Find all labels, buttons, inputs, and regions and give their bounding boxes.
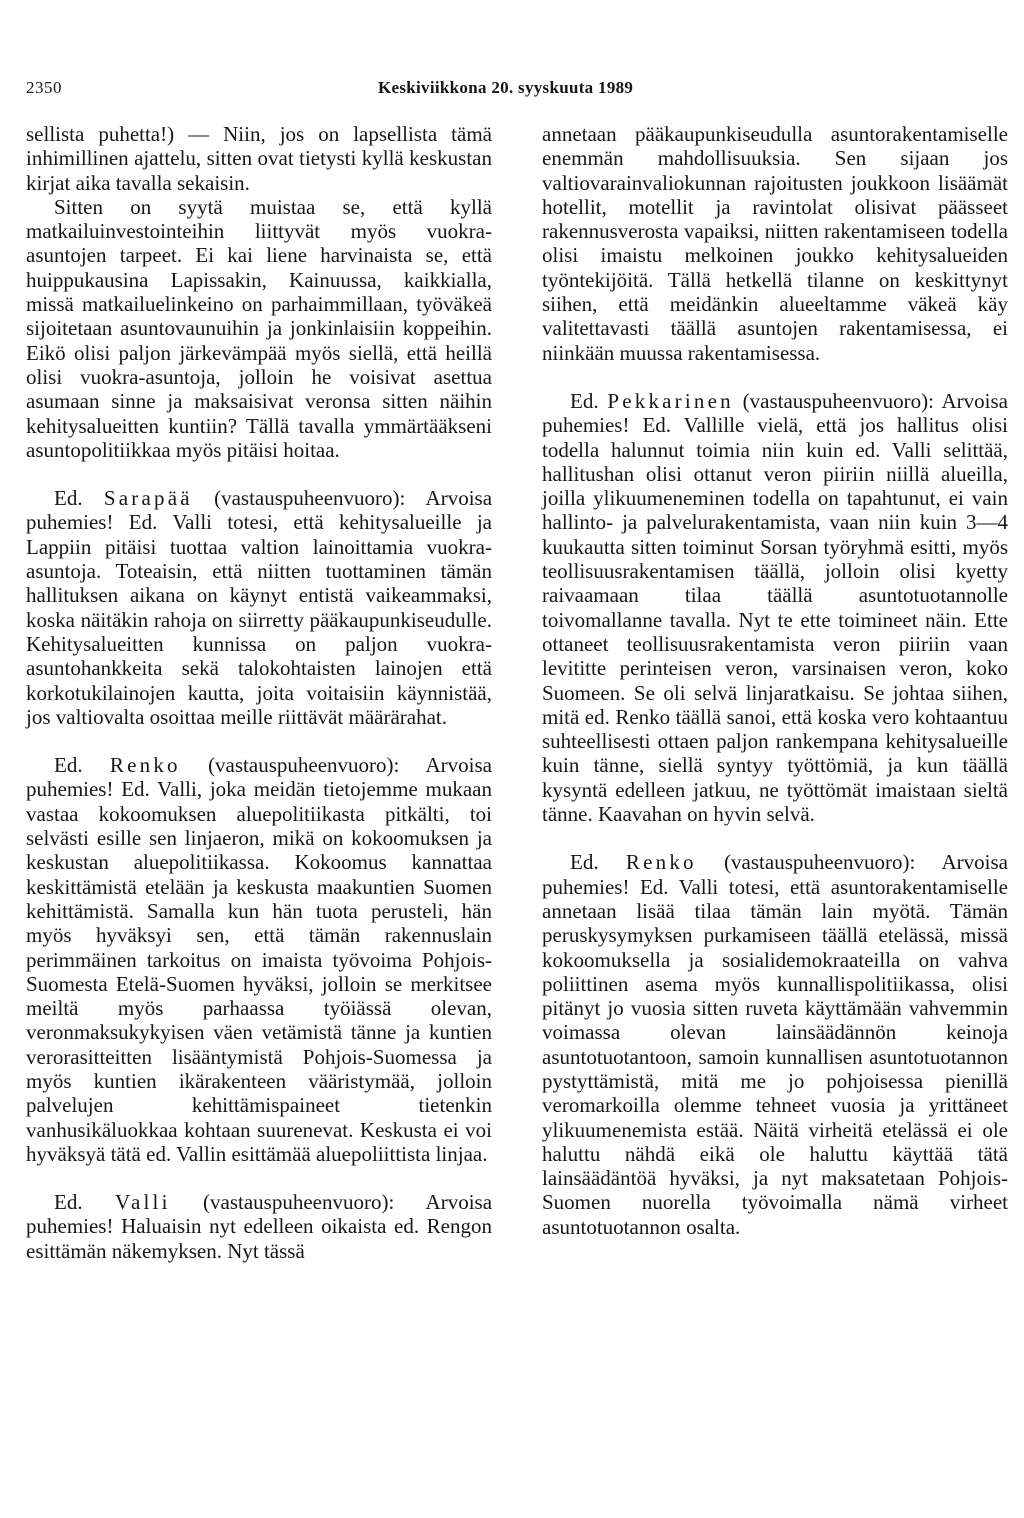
right-column (542, 122, 1008, 1239)
speech-text: (vastauspuheenvuoro): Arvoisa puhemies! Ed. Valli totesi, että asuntorakentamiselle annetaan lisää tilaa tämän lain myötä. Tämän peruskysymyksen purkamiseen täällä etelässä, missä kokoomuksella ja sosialidemokraateilla on vahva poliittinen asema myös kunnallispolitiikassa, olisi pitänyt jo vuosia sitten ruveta käyttämään vahvemmin voimassa olevan lainsäädännön keinoja asuntotuotantoon, samoin kunnallisen asuntotuotannon pystyttämistä, mitä me jo pohjoisessa pienillä veromarkoilla olemme tehneet vuosia ja yrittäneet ylikuumenemista estää. Näitä virheitä etelässä ei ole haluttu nähdä eikä ole haluttu käyttää tätä lainsäädäntöä hyväksi, ja nyt maksatetaan Pohjois-Suomen nuorella työvoimalla nämä virheet asuntotuotannon osalta. (542, 850, 1008, 1239)
speaker-prefix: Ed. (54, 753, 83, 778)
speech-renko (542, 850, 1008, 1239)
speech-text: (vastauspuheenvuoro): Arvoisa puhemies! Ed. Vallille vielä, että jos hallitus olisi todella halunnut toimia niin kuin ed. Valli selittää, hallitushan olisi ottanut veron piiriin niillä alueilla, joilla ylikuumeneminen todella on tapahtunut, ei vain hallinto- ja palvelurakentamista, vaan niin kuin 3—4 kuukautta sitten toiminut Sorsan työryhmä esitti, myös teollisuusrakentamisen täällä, jolloin olisi kyetty raivaamaan tilaa täällä asuntotuotannolle toivomallanne tavalla. Nyt te ette toimineet näin. Ette ottaneet teollisuusrakentamista veron piiriin vaan levititte perinteisen veron, varsinaisen veron, koko Suomeen. Se oli selvä linjaratkaisu. Se johtaa siihen, mitä ed. Renko täällä sanoi, että koska vero kohtaantuu suhteellisesti ottaen paljon rankempana kehitysalueille kuin tänne, siellä syntyy työttömiä, ja kun täällä kysyntä edelleen jatkuu, ne työttömät imaistaan sieltä tänne. Kaavahan on hyvin selvä. (542, 388, 1009, 827)
speech-valli (26, 1190, 492, 1263)
speech-sarapaa (26, 486, 492, 729)
paragraph: sellista puhetta!) — Niin, jos on lapsellista tämä inhimillinen ajattelu, sitten ovat tietysti kyllä keskustan kirjat aika tavalla sekaisin. (26, 122, 492, 195)
speech-renko (26, 753, 492, 1166)
speaker-name: Pekkarinen (607, 388, 734, 413)
speaker-name: Renko (625, 850, 697, 875)
speech-text: (vastauspuheenvuoro): Arvoisa puhemies! Ed. Valli, joka meidän tietojemme mukaan vastaa kokoomuksen aluepolitiikasta pitkälti, toi selvästi esille sen linjaeron, mikä on kokoomuksen ja keskustan aluepolitiikassa. Kokoomus kannattaa keskittämistä etelään ja keskusta maakuntien Suomen kehittämistä. Samalla kun hän tuota perusteli, hän myös hyväksyi sen, että tämän rakennuslain perimmäinen tarkoitus on imaista työvoima Pohjois-Suomesta Etelä-Suomen hyväksi, jolloin se merkitsee meiltä myös parhaassa työiässä olevan, veronmaksukykyisen väen vetämistä tänne ja kuntien verorasitteitten lisääntymistä Pohjois-Suomessa ja myös kuntien ikärakenteen vääristymää, jolloin palvelujen kehittämispaineet tietenkin vanhusikäluokkaa kohtaan suurenevat. Keskusta ei voi hyväksyä tätä ed. Vallin esittämää aluepoliittista linjaa. (26, 753, 492, 1166)
speaker-prefix: Ed. (54, 1190, 83, 1215)
speech-text: (vastauspuheenvuoro): Arvoisa puhemies! Haluaisin nyt edelleen oikaista ed. Rengon esittämän näkemyksen. Nyt tässä (26, 1190, 493, 1263)
left-column (26, 122, 492, 1263)
speaker-name: Renko (109, 753, 181, 778)
running-head: Keskiviikkona 20. syyskuuta 1989 (378, 78, 634, 97)
page-number: 2350 (26, 78, 62, 97)
speech-text: (vastauspuheenvuoro): Arvoisa puhemies! Ed. Valli totesi, että kehitysalueille ja Lappiin pitäisi tuottaa valtion lainoittamia vuokra-asuntoja. Toteaisin, että niitten tuottaminen tämän hallituksen aikana on käynyt entistä vaikeammaksi, koska näitäkin rahoja on siirretty pääkaupunkiseudulle. Kehitysalueitten kunnissa on paljon vuokra-asuntohankkeita sekä talokohtaisten lainojen että korkotukilainojen kautta, joita voitaisiin käynnistää, jos valtiovalta osoittaa meille riittävät määrärahat. (26, 486, 493, 729)
speaker-name: Sarapää (103, 486, 193, 511)
speaker-name: Valli (114, 1190, 171, 1215)
paragraph: Sitten on syytä muistaa se, että kyllä matkailuinvestointeihin liittyvät myös vuokra-asuntojen tarpeet. Ei kai liene harvinaista se, että huippukausina Lapissakin, Kainuussa, kaikkialla, missä matkailuelinkeino on parhaimmillaan, työväkeä sijoitetaan asuntovaunuihin ja jonkinlaisiin koppeihin. Eikö olisi paljon järkevämpää myös siellä, että heillä olisi vuokra-asuntoja, jolloin he voisivat asettua asumaan sinne ja maksaisivat veronsa sitten näihin kehitysalueitten kuntiin? Tällä tavalla ymmärtääkseni asuntopolitiikkaa myös pitäisi hoitaa. (26, 194, 492, 462)
speaker-prefix: Ed. (570, 850, 599, 875)
speech-pekkarinen (542, 389, 1008, 826)
paragraph: annetaan pääkaupunkiseudulla asuntorakentamiselle enemmän mahdollisuuksia. Sen sijaan jos valtiovarainvaliokunnan rajoitusten joukkoon lisäämät hotellit, motellit ja ravintolat olisivat päässeet rakennusverosta vapaiksi, niitten rakentamiseen todella olisi imaistu melkoinen joukko kehitysalueiden työntekijöitä. Tällä hetkellä tilanne on keskittynyt siihen, että meidänkin alueeltamme väkeä käy valitettavasti täällä asuntojen rakentamisessa, ei niinkään muussa rakentamisessa. (542, 122, 1008, 365)
speaker-prefix: Ed. (570, 388, 599, 413)
speaker-prefix: Ed. (54, 486, 83, 511)
